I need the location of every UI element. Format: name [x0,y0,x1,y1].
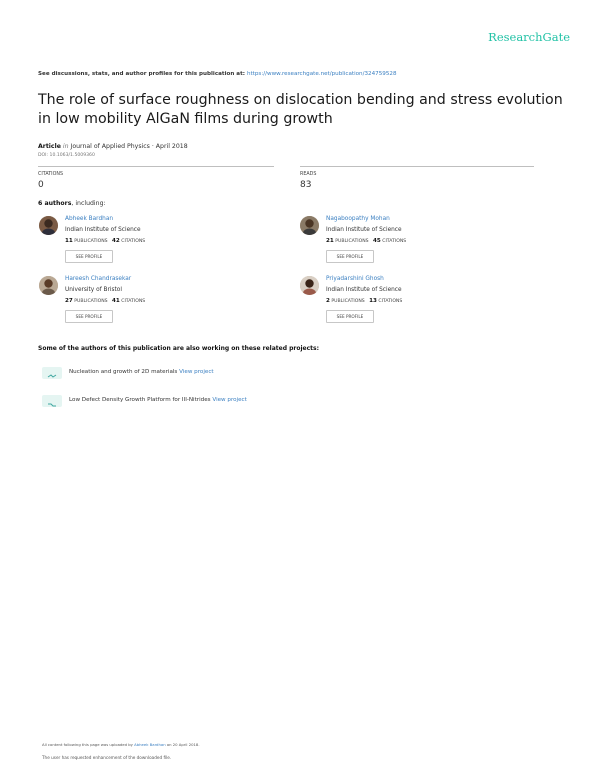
upload-note [42,742,200,747]
author-name[interactable]: Priyadarshini Ghosh [326,276,384,282]
authors-suffix: , including: [71,200,106,207]
citations-label: CITATIONS [378,299,403,304]
author-institution: University of Bristol [65,287,122,293]
article-meta [38,143,188,150]
project-name: Nucleation and growth of 2D materials [69,369,178,375]
citations-label: CITATIONS [121,239,146,244]
citations-count: 41 [111,298,120,304]
author-stats [65,298,145,304]
enhancement-note: The user has requested enhancement of the downloaded file. [42,755,172,760]
upload-suffix: on 20 April 2018. [166,742,200,747]
author-card [300,276,500,336]
doi: DOI: 10.1063/1.5009360 [38,153,95,158]
project-icon [42,367,62,379]
project-text [69,369,214,375]
author-institution: Indian Institute of Science [326,287,402,293]
author-card [39,276,239,336]
author-stats [326,238,406,244]
publications-label: PUBLICATIONS [74,239,108,244]
authors-heading [38,200,106,207]
see-profile-button[interactable]: SEE PROFILE [326,310,374,323]
publications-count: 21 [326,238,334,244]
publications-label: PUBLICATIONS [335,239,369,244]
author-name[interactable]: Abheek Bardhan [65,216,114,222]
author-name[interactable]: Nagaboopathy Mohan [326,216,390,222]
upload-prefix: All content following this page was uploaded by [42,742,133,747]
author-institution: Indian Institute of Science [326,227,402,233]
author-stats [326,298,402,304]
journal-name: Journal of Applied Physics · April 2018 [70,143,188,150]
citations-count: 45 [372,238,381,244]
citations-count: 42 [111,238,120,244]
author-institution: Indian Institute of Science [65,227,141,233]
author-stats [65,238,145,244]
projects-heading: Some of the authors of this publication are also working on these related projects: [38,345,319,352]
uploader-link[interactable]: Abheek Bardhan [134,742,166,747]
publications-label: PUBLICATIONS [331,299,365,304]
citations-label: CITATIONS [38,172,63,177]
citations-label: CITATIONS [121,299,146,304]
reads-label: READS [300,172,317,177]
paper-title: The role of surface roughness on dislocation bending and stress evolution in low mobility AlGaN films during growth [38,92,563,127]
author-card [39,216,239,276]
avatar[interactable] [39,216,58,235]
publications-count: 2 [326,298,330,304]
project-icon [42,395,62,407]
authors-count: 6 authors [38,200,72,207]
divider-right [300,166,534,167]
citations-count: 13 [369,298,377,304]
view-project-link[interactable]: View project [179,369,214,375]
avatar[interactable] [300,216,319,235]
avatar[interactable] [300,276,319,295]
citations-label: CITATIONS [382,239,407,244]
article-in: in [62,143,69,150]
publications-label: PUBLICATIONS [74,299,108,304]
see-profile-button[interactable]: SEE PROFILE [326,250,374,263]
view-project-link[interactable]: View project [212,397,247,403]
publications-count: 27 [65,298,73,304]
discussion-text: See discussions, stats, and author profiles for this publication at: [38,71,245,77]
discussion-note [38,71,397,77]
publication-link[interactable]: https://www.researchgate.net/publication/324759528 [246,71,397,77]
citations-value: 0 [38,180,44,190]
project-name: Low Defect Density Growth Platform for III-Nitrides [69,397,211,403]
article-type: Article [38,143,61,150]
see-profile-button[interactable]: SEE PROFILE [65,310,113,323]
see-profile-button[interactable]: SEE PROFILE [65,250,113,263]
divider-left [38,166,274,167]
project-text [69,397,247,403]
author-name[interactable]: Hareesh Chandrasekar [65,276,132,282]
publications-count: 11 [65,238,73,244]
author-card [300,216,500,276]
researchgate-logo[interactable]: ResearchGate [488,30,570,44]
avatar[interactable] [39,276,58,295]
reads-value: 83 [300,180,312,190]
